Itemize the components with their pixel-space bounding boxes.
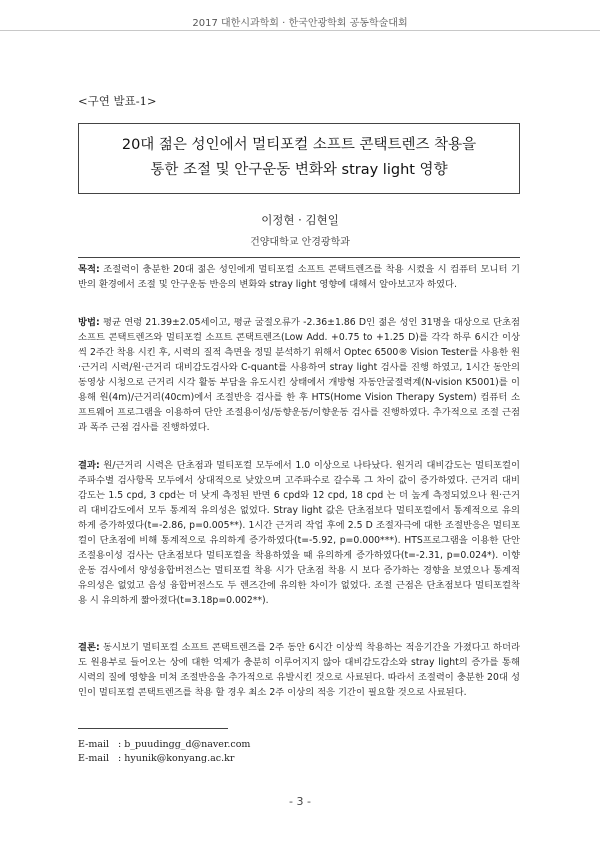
title-line-2: 통한 조절 및 안구운동 변화와 stray light 영향 <box>150 162 448 178</box>
section-text: 원/근거리 시력은 단초점과 멀티포컬 모두에서 1.0 이상으로 나타났다. 원거리 대비감도는 멀티포컬이 주파수별 검사항목 모두에서 상대적으로 낮았으며 고주파수로 갈수록 그 차이 값이 증가하였다. 근거리 대비감도는 1.5 cpd, 3 cpd는 더 낮게 측정된 반면 6 cpd와 12 cpd, 18 cpd 는 더 높게 측정되었으나 원·근거리 대비감도에서 모두 통계적 유의성은 없었다. Stray light 값은 단초점보다 멀티포컬에서 통계적으로 유의하게 증가하였다(t=-2.86, p=0.005**). 1시간 근거리 작업 후에 2.5 D 조절자극에 대한 조절반응은 멀티포컬이 단초점에 비해 통계적으로 유의하게 증가하였다(t=-5.92, p=0.000***). HTS프로그램을 이용한 단안조절용이성 검사는 단초점보다 멀티포컬을 착용하였을 때 유의하게 증가하였다(t=-2.31, p=0.024*). 이향운동 검사에서 양성융합버전스는 멀티포컬 착용 시가 단초점 착용 시 보다 증가하는 경향을 보였으나 통계적 유의성은 없었고 음성 융합버전스도 두 렌즈간에 유의한 차이가 없었다. 조절 근점은 단초점보다 멀티포컬착용 시 유의하게 짧아졌다(t=3.18p=0.002**). <box>78 460 520 606</box>
section-methods <box>78 315 520 435</box>
email-label: E-mail <box>78 739 110 750</box>
header-divider <box>0 30 600 31</box>
email-row <box>78 752 250 766</box>
section-purpose <box>78 262 520 292</box>
section-label: 방법: <box>78 317 100 328</box>
email-row <box>78 738 250 752</box>
footnote-rule <box>78 728 228 729</box>
section-text: 평균 연령 21.39±2.05세이고, 평균 굴절오류가 -2.36±1.86 D인 젊은 성인 31명을 대상으로 단초점 소프트 콘택트렌즈와 멀티포컬 소프트 콘택트렌즈(Low Add. +0.75 to +1.25 D)를 각각 하루 6시간 이상씩 2주간 착용 시킨 후, 시력의 질적 측면을 정밀 분석하기 위해서 Optec 6500® Vision Tester를 사용한 원·근거리 시력/원·근거리 대비감도검사와 C-quant를 사용하여 stray light 검사를 진행 하였고, 1시간 동안의 동영상 시청으로 근거리 시각 활동 부담을 유도시킨 상태에서 개방형 자동안굴절력계(N-vision K5001)를 이용해 원(4m)/근거리(40cm)에서 조절반응 검사를 한 후 HTS(Home Vision Therapy System) 컴퓨터 소프트웨어 프로그램을 이용하여 단안 조절용이성/동향운동/이향운동 검사를 진행하였다. 추가적으로 조절 근점과 폭주 근점 검사를 진행하였다. <box>78 317 520 433</box>
title-line-1: 20대 젊은 성인에서 멀티포컬 소프트 콘택트렌즈 착용을 <box>121 137 477 153</box>
section-label: 목적: <box>78 264 100 275</box>
section-label: 결론: <box>78 642 100 653</box>
section-label: 결과: <box>78 460 100 471</box>
section-conclusion <box>78 640 520 700</box>
page-number: - 3 - <box>289 795 311 808</box>
email-address[interactable]: : b_puudingg_d@naver.com <box>118 739 251 750</box>
section-results <box>78 458 520 608</box>
section-text: 조절력이 충분한 20대 젊은 성인에게 멀티포컬 소프트 콘택트렌즈를 착용 시켰을 시 컴퓨터 모니터 기반의 환경에서 조절 및 안구운동 반응의 변화와 stray light 영향에 대해서 알아보고자 하였다. <box>78 264 520 290</box>
affiliation: 건양대학교 안경광학과 <box>250 237 350 248</box>
email-label: E-mail <box>78 753 110 764</box>
abstract-top-rule <box>78 257 520 258</box>
email-block <box>78 738 250 766</box>
running-header: 2017 대한시과학회 · 한국안광학회 공동학술대회 <box>192 18 408 29</box>
section-tag: <구연 발표-1> <box>78 94 157 108</box>
section-text: 동시보기 멀티포컬 소프트 콘택트렌즈를 2주 동안 6시간 이상씩 착용하는 적응기간을 가졌다고 하더라도 원용부로 들어오는 상에 대한 억제가 충분히 이루어지지 않아 대비감도감소와 stray light의 증가를 통해 시력의 질에 영향을 미쳐 조절반응을 추가적으로 유발시킨 것으로 사료된다. 따라서 조절력이 충분한 20대 성인이 멀티포컬 콘택트렌즈를 착용 할 경우 최소 2주 이상의 적응 기간이 필요할 것으로 사료된다. <box>78 642 520 698</box>
title-box <box>78 123 520 194</box>
authors: 이정현 · 김현일 <box>261 213 339 227</box>
email-address[interactable]: : hyunik@konyang.ac.kr <box>118 753 235 764</box>
